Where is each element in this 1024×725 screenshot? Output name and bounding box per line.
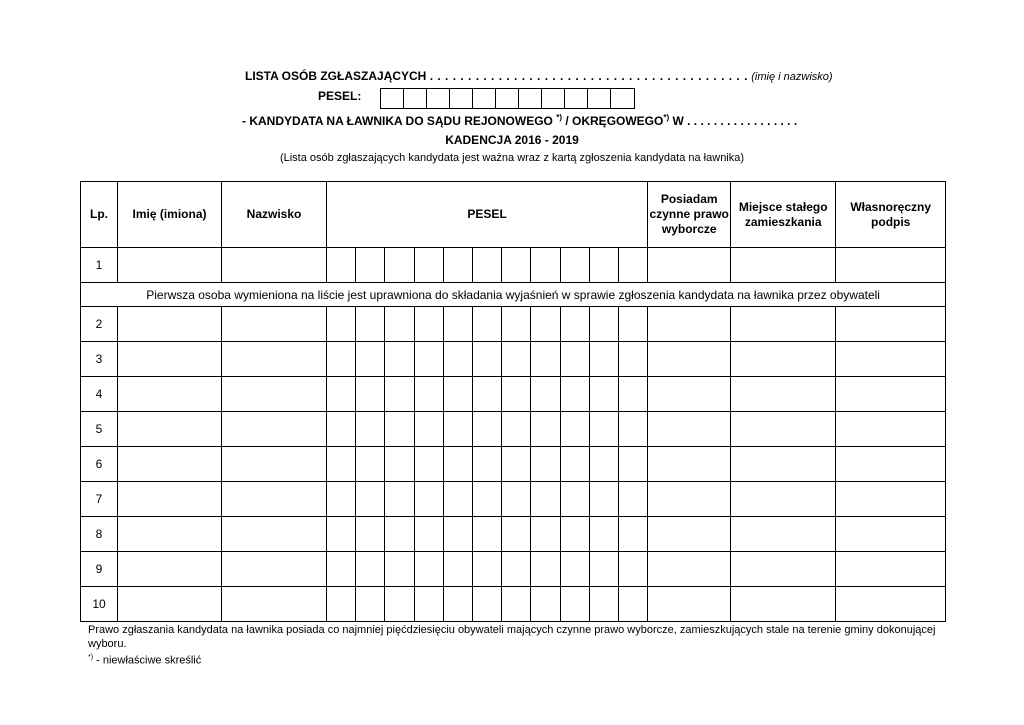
residence-cell[interactable] <box>731 517 836 552</box>
signature-cell[interactable] <box>836 307 946 342</box>
col-voting-rights: Posiadam czynne prawo wyborcze <box>648 182 731 248</box>
col-pesel: PESEL <box>327 182 648 248</box>
residence-cell[interactable] <box>731 552 836 587</box>
pesel-digit-cell[interactable] <box>385 447 414 482</box>
pesel-digit-cell[interactable] <box>385 248 414 283</box>
pesel-digit-cell[interactable] <box>618 447 647 482</box>
pesel-digit-cell[interactable] <box>531 482 560 517</box>
pesel-digit-cell[interactable] <box>327 482 356 517</box>
pesel-box[interactable] <box>611 89 634 108</box>
pesel-digit-cell[interactable] <box>502 552 531 587</box>
table-header-row <box>81 182 946 248</box>
pesel-digit-cell[interactable] <box>356 412 385 447</box>
pesel-digit-cell[interactable] <box>414 307 443 342</box>
footnote-mark: *) <box>663 113 670 122</box>
pesel-digit-cell[interactable] <box>618 517 647 552</box>
row-number: 3 <box>81 342 118 377</box>
pesel-digit-cell[interactable] <box>385 482 414 517</box>
pesel-digit-cell[interactable] <box>356 552 385 587</box>
pesel-digit-cell[interactable] <box>385 552 414 587</box>
pesel-digit-cell[interactable] <box>589 517 618 552</box>
row-number: 2 <box>81 307 118 342</box>
pesel-digit-cell[interactable] <box>472 587 501 622</box>
pesel-digit-cell[interactable] <box>356 587 385 622</box>
pesel-digit-cell[interactable] <box>414 517 443 552</box>
voting-rights-cell[interactable] <box>648 377 731 412</box>
table-row <box>81 412 946 447</box>
pesel-box[interactable] <box>565 89 588 108</box>
voting-rights-cell[interactable] <box>648 587 731 622</box>
pesel-digit-cell[interactable] <box>531 412 560 447</box>
name-note: (imię i nazwisko) <box>751 71 833 83</box>
pesel-digit-cell[interactable] <box>618 587 647 622</box>
pesel-digit-cell[interactable] <box>443 377 472 412</box>
table-row <box>81 517 946 552</box>
col-lp: Lp. <box>81 182 118 248</box>
surname-cell[interactable] <box>222 342 327 377</box>
row-number: 9 <box>81 552 118 587</box>
pesel-box[interactable] <box>588 89 611 108</box>
table-row <box>81 447 946 482</box>
in-label: W . . . . . . . . . . . . . . . . . <box>669 114 798 128</box>
pesel-digit-cell[interactable] <box>443 307 472 342</box>
pesel-digit-cell[interactable] <box>356 248 385 283</box>
pesel-digit-cell[interactable] <box>560 342 589 377</box>
row-number: 4 <box>81 377 118 412</box>
pesel-digit-cell[interactable] <box>356 482 385 517</box>
pesel-digit-cell[interactable] <box>472 447 501 482</box>
first-name-cell[interactable] <box>118 412 222 447</box>
pesel-digit-cell[interactable] <box>589 342 618 377</box>
pesel-digit-cell[interactable] <box>356 307 385 342</box>
pesel-digit-cell[interactable] <box>560 377 589 412</box>
pesel-digit-cell[interactable] <box>502 447 531 482</box>
pesel-digit-cell[interactable] <box>618 307 647 342</box>
footnote-mark: *) <box>88 654 94 661</box>
pesel-digit-cell[interactable] <box>502 482 531 517</box>
voting-rights-cell[interactable] <box>648 447 731 482</box>
residence-cell[interactable] <box>731 248 836 283</box>
residence-cell[interactable] <box>731 377 836 412</box>
pesel-digit-cell[interactable] <box>531 552 560 587</box>
signature-cell[interactable] <box>836 552 946 587</box>
name-fill-dots: . . . . . . . . . . . . . . . . . . . . . . . . . . . . . . . . . . . . . . . . . . <box>429 69 748 83</box>
residence-cell[interactable] <box>731 587 836 622</box>
pesel-digit-cell[interactable] <box>531 377 560 412</box>
voting-rights-cell[interactable] <box>648 248 731 283</box>
list-title-line <box>245 69 833 83</box>
pesel-box[interactable] <box>427 89 450 108</box>
residence-cell[interactable] <box>731 342 836 377</box>
surname-cell[interactable] <box>222 482 327 517</box>
validity-note: (Lista osób zgłaszających kandydata jest ważna wraz z kartą zgłoszenia kandydata na ławnika) <box>279 152 745 164</box>
pesel-digit-cell[interactable] <box>472 517 501 552</box>
first-name-cell[interactable] <box>118 377 222 412</box>
pesel-digit-cell[interactable] <box>443 342 472 377</box>
voting-rights-cell[interactable] <box>648 307 731 342</box>
pesel-digit-cell[interactable] <box>618 377 647 412</box>
col-first-name: Imię (imiona) <box>118 182 222 248</box>
pesel-box[interactable] <box>519 89 542 108</box>
signature-cell[interactable] <box>836 517 946 552</box>
pesel-digit-cell[interactable] <box>327 517 356 552</box>
pesel-digit-cell[interactable] <box>502 377 531 412</box>
surname-cell[interactable] <box>222 587 327 622</box>
row-number: 6 <box>81 447 118 482</box>
pesel-box[interactable] <box>404 89 427 108</box>
pesel-digit-cell[interactable] <box>327 377 356 412</box>
pesel-digit-cell[interactable] <box>502 342 531 377</box>
term-title: KADENCJA 2016 - 2019 <box>445 133 579 147</box>
pesel-digit-cell[interactable] <box>502 248 531 283</box>
pesel-digit-cell[interactable] <box>443 482 472 517</box>
pesel-label: PESEL: <box>318 89 362 103</box>
pesel-digit-cell[interactable] <box>385 342 414 377</box>
first-name-cell[interactable] <box>118 517 222 552</box>
pesel-digit-cell[interactable] <box>589 552 618 587</box>
residence-cell[interactable] <box>731 482 836 517</box>
row-number: 10 <box>81 587 118 622</box>
pesel-digit-cell[interactable] <box>472 248 501 283</box>
col-signature: Własnoręczny podpis <box>836 182 946 248</box>
voting-rights-cell[interactable] <box>648 552 731 587</box>
pesel-digit-cell[interactable] <box>443 248 472 283</box>
pesel-digit-cell[interactable] <box>531 248 560 283</box>
pesel-digit-cell[interactable] <box>327 248 356 283</box>
pesel-digit-cell[interactable] <box>560 248 589 283</box>
voting-rights-cell[interactable] <box>648 412 731 447</box>
pesel-digit-cell[interactable] <box>472 342 501 377</box>
footer <box>88 623 958 668</box>
first-name-cell[interactable] <box>118 342 222 377</box>
surname-cell[interactable] <box>222 517 327 552</box>
first-name-cell[interactable] <box>118 482 222 517</box>
pesel-digit-cell[interactable] <box>385 307 414 342</box>
signature-cell[interactable] <box>836 447 946 482</box>
col-residence: Miejsce stałego zamieszkania <box>731 182 836 248</box>
pesel-digit-cell[interactable] <box>414 377 443 412</box>
pesel-digit-cell[interactable] <box>531 587 560 622</box>
pesel-box[interactable] <box>542 89 565 108</box>
surname-cell[interactable] <box>222 307 327 342</box>
pesel-digit-cell[interactable] <box>589 447 618 482</box>
pesel-digit-cell[interactable] <box>327 412 356 447</box>
table-row <box>81 307 946 342</box>
footnote-text: - niewłaściwe skreślić <box>93 654 202 667</box>
row-number: 7 <box>81 482 118 517</box>
pesel-digit-cell[interactable] <box>414 342 443 377</box>
table-row <box>81 377 946 412</box>
pesel-digit-cell[interactable] <box>443 447 472 482</box>
pesel-input-boxes[interactable] <box>380 88 635 109</box>
pesel-digit-cell[interactable] <box>472 377 501 412</box>
pesel-digit-cell[interactable] <box>560 307 589 342</box>
pesel-digit-cell[interactable] <box>327 552 356 587</box>
pesel-digit-cell[interactable] <box>589 412 618 447</box>
pesel-digit-cell[interactable] <box>560 587 589 622</box>
signatories-table <box>80 181 946 622</box>
signature-cell[interactable] <box>836 342 946 377</box>
pesel-digit-cell[interactable] <box>327 447 356 482</box>
voting-rights-cell[interactable] <box>648 517 731 552</box>
surname-cell[interactable] <box>222 377 327 412</box>
pesel-digit-cell[interactable] <box>385 412 414 447</box>
pesel-digit-cell[interactable] <box>502 307 531 342</box>
pesel-digit-cell[interactable] <box>472 307 501 342</box>
pesel-digit-cell[interactable] <box>414 447 443 482</box>
pesel-digit-cell[interactable] <box>560 412 589 447</box>
pesel-box[interactable] <box>450 89 473 108</box>
pesel-digit-cell[interactable] <box>618 552 647 587</box>
table-row <box>81 552 946 587</box>
pesel-digit-cell[interactable] <box>531 307 560 342</box>
row-number: 5 <box>81 412 118 447</box>
pesel-digit-cell[interactable] <box>414 412 443 447</box>
pesel-box[interactable] <box>473 89 496 108</box>
pesel-digit-cell[interactable] <box>560 517 589 552</box>
surname-cell[interactable] <box>222 447 327 482</box>
pesel-digit-cell[interactable] <box>356 377 385 412</box>
pesel-digit-cell[interactable] <box>327 307 356 342</box>
pesel-digit-cell[interactable] <box>618 342 647 377</box>
pesel-digit-cell[interactable] <box>443 412 472 447</box>
pesel-digit-cell[interactable] <box>327 342 356 377</box>
pesel-digit-cell[interactable] <box>414 587 443 622</box>
list-title: LISTA OSÓB ZGŁASZAJĄCYCH <box>245 69 427 83</box>
residence-cell[interactable] <box>731 412 836 447</box>
pesel-digit-cell[interactable] <box>356 342 385 377</box>
table-row <box>81 342 946 377</box>
notice-row <box>81 283 946 307</box>
table-row <box>81 587 946 622</box>
pesel-digit-cell[interactable] <box>589 307 618 342</box>
signature-cell[interactable] <box>836 248 946 283</box>
surname-cell[interactable] <box>222 552 327 587</box>
pesel-digit-cell[interactable] <box>589 482 618 517</box>
pesel-box[interactable] <box>381 89 404 108</box>
pesel-digit-cell[interactable] <box>385 587 414 622</box>
pesel-digit-cell[interactable] <box>414 482 443 517</box>
pesel-digit-cell[interactable] <box>414 248 443 283</box>
table-row <box>81 482 946 517</box>
first-name-cell[interactable] <box>118 587 222 622</box>
pesel-digit-cell[interactable] <box>414 552 443 587</box>
footer-rule: Prawo zgłaszania kandydata na ławnika posiada co najmniej pięćdziesięciu obywateli mających czynne prawo wyborcze, zamieszkujących stale na terenie gminy dokonującej wyboru. <box>88 624 936 650</box>
first-name-cell[interactable] <box>118 447 222 482</box>
voting-rights-cell[interactable] <box>648 342 731 377</box>
residence-cell[interactable] <box>731 307 836 342</box>
residence-cell[interactable] <box>731 447 836 482</box>
surname-cell[interactable] <box>222 248 327 283</box>
surname-cell[interactable] <box>222 412 327 447</box>
first-name-cell[interactable] <box>118 552 222 587</box>
first-name-cell[interactable] <box>118 307 222 342</box>
candidate-line <box>242 113 797 128</box>
candidate-text: - KANDYDATA NA ŁAWNIKA DO SĄDU REJONOWEGO <box>242 114 553 128</box>
pesel-digit-cell[interactable] <box>618 412 647 447</box>
pesel-digit-cell[interactable] <box>531 447 560 482</box>
pesel-digit-cell[interactable] <box>618 482 647 517</box>
pesel-digit-cell[interactable] <box>589 248 618 283</box>
pesel-digit-cell[interactable] <box>385 517 414 552</box>
signature-cell[interactable] <box>836 482 946 517</box>
pesel-digit-cell[interactable] <box>356 517 385 552</box>
signature-cell[interactable] <box>836 377 946 412</box>
pesel-digit-cell[interactable] <box>618 248 647 283</box>
footnote-mark: *) <box>556 113 563 122</box>
signature-cell[interactable] <box>836 412 946 447</box>
district-text: / OKRĘGOWEGO <box>562 114 664 128</box>
pesel-digit-cell[interactable] <box>531 342 560 377</box>
pesel-digit-cell[interactable] <box>589 587 618 622</box>
voting-rights-cell[interactable] <box>648 482 731 517</box>
col-surname: Nazwisko <box>222 182 327 248</box>
row-number: 1 <box>81 248 118 283</box>
pesel-digit-cell[interactable] <box>502 412 531 447</box>
pesel-digit-cell[interactable] <box>560 482 589 517</box>
pesel-digit-cell[interactable] <box>443 517 472 552</box>
pesel-box[interactable] <box>496 89 519 108</box>
row-number: 8 <box>81 517 118 552</box>
footer-footnote <box>88 651 958 668</box>
pesel-digit-cell[interactable] <box>589 377 618 412</box>
pesel-digit-cell[interactable] <box>356 447 385 482</box>
pesel-digit-cell[interactable] <box>531 517 560 552</box>
pesel-digit-cell[interactable] <box>502 517 531 552</box>
pesel-digit-cell[interactable] <box>443 587 472 622</box>
table-row <box>81 248 946 283</box>
pesel-digit-cell[interactable] <box>327 587 356 622</box>
first-name-cell[interactable] <box>118 248 222 283</box>
pesel-digit-cell[interactable] <box>560 552 589 587</box>
pesel-digit-cell[interactable] <box>502 587 531 622</box>
pesel-digit-cell[interactable] <box>560 447 589 482</box>
pesel-digit-cell[interactable] <box>472 412 501 447</box>
pesel-digit-cell[interactable] <box>472 482 501 517</box>
signature-cell[interactable] <box>836 587 946 622</box>
pesel-digit-cell[interactable] <box>472 552 501 587</box>
pesel-digit-cell[interactable] <box>385 377 414 412</box>
notice-text: Pierwsza osoba wymieniona na liście jest uprawniona do składania wyjaśnień w sprawie zgłoszenia kandydata na ławnika przez obywateli <box>81 283 946 307</box>
pesel-digit-cell[interactable] <box>443 552 472 587</box>
